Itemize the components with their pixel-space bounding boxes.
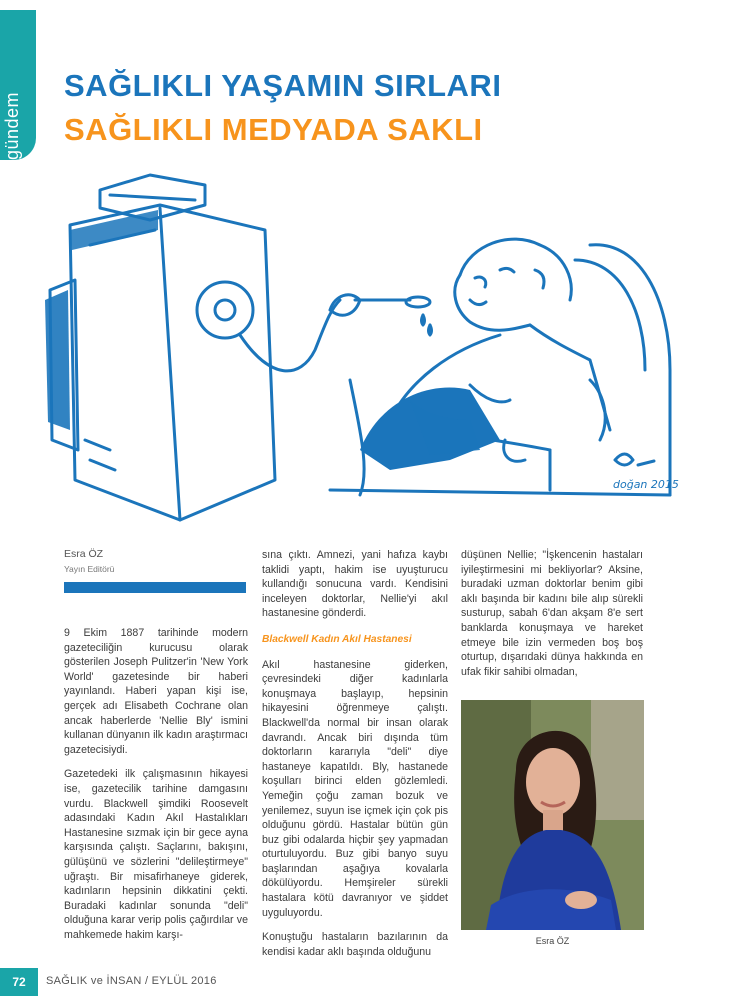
footer-publication: SAĞLIK ve İNSAN / EYLÜL 2016 [46,975,217,987]
paragraph: düşünen Nellie; "İşkencenin hastaları iyileştirmesini mi bekliyorlar? Aksine, buradaki uzman doktorlar benim gibi aklı başında bir kadını bile alıp sürekli susturup, sabah 6'dan akşam 8'e sert banklarda konuşmaya ve hareket etmeye bile izin vermeden boş boş oturtup, dışarıdaki dünya hakkında en ufak fikir sahibi olmadan, [461,549,643,678]
cartoon-illustration [30,150,710,540]
page-number: 72 [0,968,38,996]
paragraph: sına çıktı. Amnezi, yani hafıza kaybı taklidi yaptı, hakim ise uyuşturucu kullandığı sonucuna vardı. Kendisini inceleyen doktorlar, Nellie'yi akıl hastanesine gönderdi. [262,549,448,620]
section-tab [0,10,36,160]
photo-caption: Esra ÖZ [535,936,570,946]
article-column-3 [461,548,643,689]
article-column-2 [262,548,448,969]
paragraph: Gazetedeki ilk çalışmasının hikayesi ise, gazetecilik tarihine damgasını vurdu. Blackwell şimdiki Roosevelt adasındaki Kadın Akıl Hastalıkları Hastanesine sızmak için bir gece ayna karşısında çalıştı. Saçlarını, bakışını, gülüşünü ve sözlerini "delileştirmeye" uğraştı. Bir misafirhaneye giderek, kadınların hepsinin dikkatini çekti. Buradaki kadınlar sonunda "deli" olduğuna karar verip polis çağırdılar ve mahkemede hakim karşı- [64,768,248,941]
section-label: gündem [2,91,22,160]
paragraph: 9 Ekim 1887 tarihinde modern gazeteciliğin kurucusu olarak gösterilen Joseph Pulitzer'in 'New York World' gazetesinde bir haberi yayınlandı. Haberi yapan kişi ise, gerçek adı Elisabeth Cochrane olan ancak haberlerde 'Nellie Bly' ismini kullanan dünyanın ilk kadın araştırmacı gazetecisiydi. [64,627,248,756]
author-role: Yayın Editörü [64,564,115,574]
author-divider-bar [64,582,246,593]
author-block [64,548,114,574]
subheading: Blackwell Kadın Akıl Hastanesi [262,633,412,645]
cartoon-signature: doğan 2015 [613,478,679,491]
author-photo [461,700,644,930]
title-line-2: SAĞLIKLI MEDYADA SAKLI [64,112,483,147]
title-line-1: SAĞLIKLI YAŞAMIN SIRLARI [64,68,502,103]
article-column-1 [64,626,248,952]
author-name: Esra ÖZ [64,548,104,560]
paragraph: Konuştuğu hastaların bazılarının da kendisi kadar aklı başında olduğunu [262,931,448,958]
paragraph: Akıl hastanesine giderken, çevresindeki diğer kadınlarla konuşmaya başlayıp, hepsinin hikayesini öğrenmeye çalıştı. Blackwell'da normal bir insan olarak davrandı. Ancak biri dışında tüm doktorların kararıyla "deli" diye hastaneye kapatıldı. Bly, hastanede koşulları birinci elden gözlemledi. Yemeğin çoğu zaman bozuk ve yenilemez, suyun ise içmek için çok pis olduğunu gördü. Hastalar bütün gün buz gibi odalarda hiçbir şey yapmadan oturtuluyordu. Buz gibi banyo suyu başlarından aşağıya kovalarla dökülüyordu. Hemşireler sürekli hastalara kötü davranıyor ve şiddet uyguluyordu. [262,658,448,919]
